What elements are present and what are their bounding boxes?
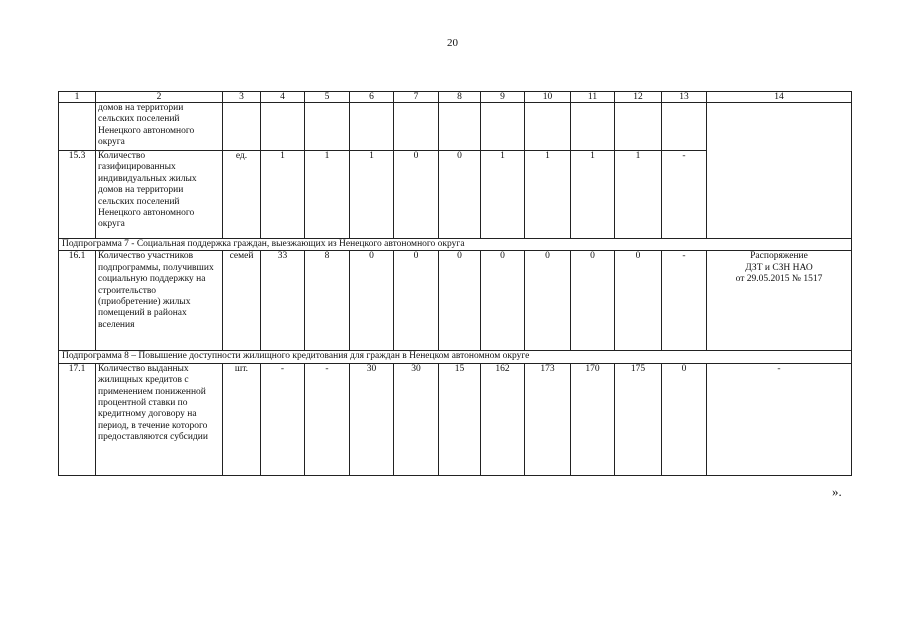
table-row [59,363,852,475]
value-cell: 1 [305,151,350,239]
value-cell: 1 [615,151,662,239]
subprogram-title: Подпрограмма 8 – Повышение доступности жилищного кредитования для граждан в Ненецком автономном округе [59,351,852,363]
header-row [59,92,852,103]
indicator-name-cell: Количество участников подпрограммы, получивших социальную поддержку на строительство (приобретение) жилых помещений в районах вселения [96,251,223,351]
value-cell: 0 [571,251,615,351]
unit-cell: семей [223,251,261,351]
subprogram-row [59,351,852,363]
value-cell: 30 [394,363,439,475]
value-cell: - [662,251,707,351]
row-number-cell [59,103,96,151]
value-cell [615,103,662,151]
closing-quote: ». [832,484,842,499]
note-cell: - [707,363,852,475]
value-cell: 0 [394,251,439,351]
table-row [59,103,852,151]
value-cell: - [662,151,707,239]
header-cell: 8 [439,92,481,103]
table-row [59,251,852,351]
value-cell: 15 [439,363,481,475]
header-cell: 6 [350,92,394,103]
subprogram-row [59,239,852,251]
value-cell [350,103,394,151]
unit-cell [223,103,261,151]
note-cell [707,103,852,239]
header-cell: 10 [525,92,571,103]
note-line: ДЗТ и СЗН НАО [745,262,813,273]
indicator-name-cell: домов на территории сельских поселений Ненецкого автономного округа [96,103,223,151]
unit-cell: ед. [223,151,261,239]
value-cell [571,103,615,151]
value-cell: 1 [525,151,571,239]
value-cell [439,103,481,151]
value-cell: - [305,363,350,475]
header-cell: 1 [59,92,96,103]
value-cell: 1 [350,151,394,239]
header-cell: 11 [571,92,615,103]
indicator-name-cell: Количество выданных жилищных кредитов с применением пониженной процентной ставки по кредитному договору на период, в течение которого предоставляются субсидии [96,363,223,475]
row-number-cell: 17.1 [59,363,96,475]
value-cell [662,103,707,151]
header-cell: 3 [223,92,261,103]
value-cell: 175 [615,363,662,475]
value-cell: 0 [525,251,571,351]
value-cell: 0 [394,151,439,239]
header-cell: 5 [305,92,350,103]
page-number: 20 [447,37,458,49]
value-cell: 1 [481,151,525,239]
value-cell: 0 [481,251,525,351]
value-cell: 30 [350,363,394,475]
header-cell: 2 [96,92,223,103]
note-line: Распоряжение [750,251,808,262]
header-cell: 12 [615,92,662,103]
indicator-name-cell: Количество газифицированных индивидуальных жилых домов на территории сельских поселений Ненецкого автономного округа [96,151,223,239]
value-cell: 33 [261,251,305,351]
header-cell: 4 [261,92,305,103]
header-cell: 14 [707,92,852,103]
value-cell: 8 [305,251,350,351]
note-cell [707,251,852,351]
value-cell: 162 [481,363,525,475]
value-cell: 0 [615,251,662,351]
row-number-cell: 16.1 [59,251,96,351]
value-cell [394,103,439,151]
header-cell: 7 [394,92,439,103]
value-cell [525,103,571,151]
value-cell: 0 [439,151,481,239]
value-cell: 1 [571,151,615,239]
value-cell: - [261,363,305,475]
value-cell: 1 [261,151,305,239]
value-cell: 0 [662,363,707,475]
note-line: от 29.05.2015 № 1517 [735,274,823,285]
value-cell: 0 [350,251,394,351]
value-cell: 0 [439,251,481,351]
row-number-cell: 15.3 [59,151,96,239]
value-cell: 170 [571,363,615,475]
unit-cell: шт. [223,363,261,475]
subprogram-title: Подпрограмма 7 - Социальная поддержка граждан, выезжающих из Ненецкого автономного округа [59,239,852,251]
header-cell: 13 [662,92,707,103]
value-cell [261,103,305,151]
value-cell [305,103,350,151]
value-cell [481,103,525,151]
value-cell: 173 [525,363,571,475]
header-cell: 9 [481,92,525,103]
indicators-table [58,91,852,476]
